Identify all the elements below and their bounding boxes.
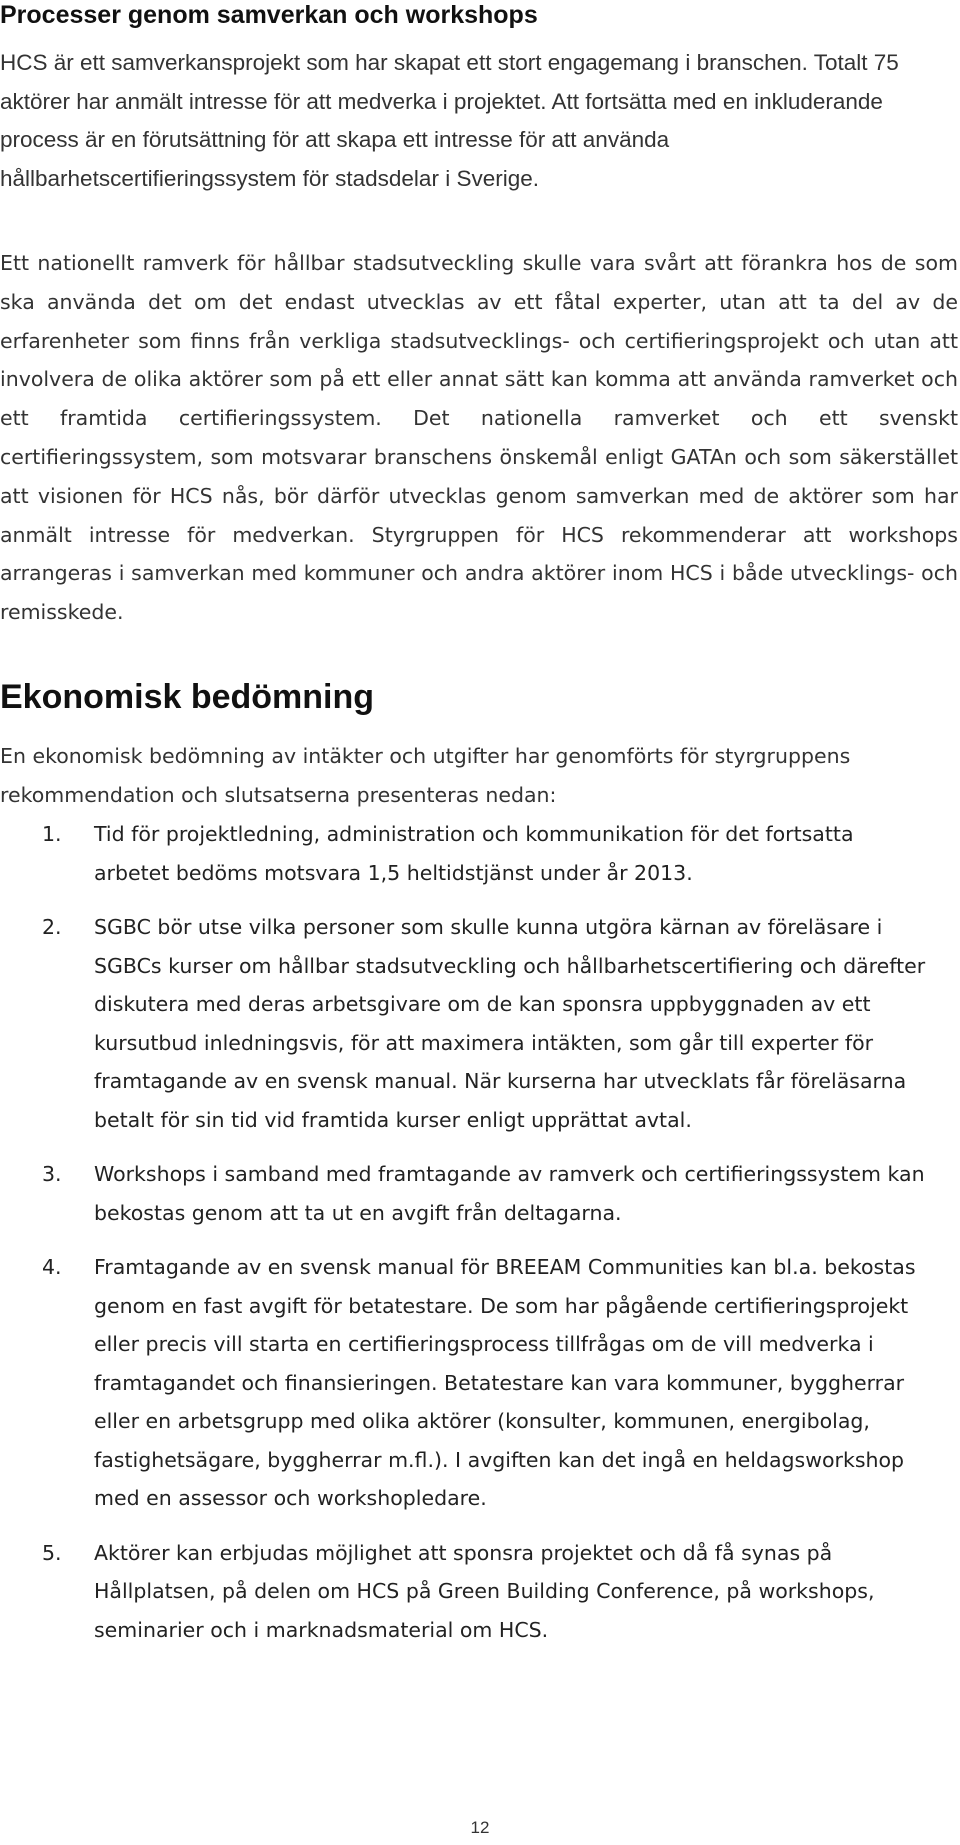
list-item [0,1155,958,1232]
list-item-text: SGBC bör utse vilka personer som skulle kunna utgöra kärnan av föreläsare i SGBCs kurser om hållbar stadsutveckling och hållbarhetscertifiering och därefter diskutera med deras arbetsgivare om de kan sponsra uppbyggnaden av ett kursutbud inledningsvis, för att maximera intäkten, som går till experter för framtagande av en svensk manual. När kurserna har utvecklats får föreläsarna betalt för sin tid vid framtida kurser enligt upprättat avtal. [94,915,926,1132]
list-item-number: 1. [42,822,62,846]
list-item [0,908,958,1139]
list-item-text: Aktörer kan erbjudas möjlighet att sponsra projektet och då få synas på Hållplatsen, på delen om HCS på Green Building Conference, på workshops, seminarier och i marknadsmaterial om HCS. [94,1540,875,1642]
list-item-number: 3. [42,1162,62,1186]
list-item [0,1248,958,1518]
paragraph-ekonomisk-intro: En ekonomisk bedömning av intäkter och utgifter har genomförts för styrgruppens rekommendation och slutsatserna presenteras nedan: [0,744,851,807]
page-number: 12 [470,1818,490,1837]
paragraph-ramverk: Ett nationellt ramverk för hållbar stadsutveckling skulle vara svårt att förankra hos de som ska använda det om det endast utvecklas av ett fåtal experter, utan att ta del av de erfarenheter som finns från verkliga stadsutvecklings- och certifieringsprojekt och utan att involvera de olika aktörer som på ett eller annat sätt kan komma att använda ramverket och ett framtida certifieringssystem. Det nationella ramverket och ett svenskt certifieringssystem, som motsvarar branschens önskemål enligt GATAn och som säkerstället att visionen för HCS nås, bör därför utvecklas genom samverkan med de aktörer som har anmält intresse för medverkan. Styrgruppen för HCS rekommenderar att workshops arrangeras i samverkan med kommuner och andra aktörer inom HCS i både utvecklings- och remisskede. [0,251,958,625]
paragraph-hcs-intro: HCS är ett samverkansprojekt som har skapat ett stort engagemang i branschen. Totalt 75 aktörer har anmält intresse för att medverka i projektet. Att fortsätta med en inkluderande process är en förutsättning för att skapa ett intresse för att använda hållbarhetscertifieringssystem för stadsdelar i Sverige. [0,50,899,191]
section-heading-ekonomisk: Ekonomisk bedömning [0,678,375,716]
list-item-text: Workshops i samband med framtagande av ramverk och certifieringssystem kan bekostas genom att ta ut en avgift från deltagarna. [94,1162,925,1225]
section-heading-processer: Processer genom samverkan och workshops [0,1,538,29]
list-item-text: Framtagande av en svensk manual för BREEAM Communities kan bl.a. bekostas genom en fast avgift för betatestare. De som har pågående certifieringsprojekt eller precis vill starta en certifieringsprocess tillfrågas om de vill medverka i framtagandet och finansieringen. Betatestare kan vara kommuner, byggherrar eller en arbetsgrupp med olika aktörer (konsulter, kommunen, energibolag, fastighetsägare, byggherrar m.fl.). I avgiften kan det ingå en heldagsworkshop med en assessor och workshopledare. [94,1255,916,1510]
list-item-number: 4. [42,1255,62,1279]
list-item-number: 5. [42,1540,62,1565]
recommendation-list [0,815,958,1665]
list-item [0,1534,958,1650]
list-item-text: Tid för projektledning, administration och kommunikation för det fortsatta arbetet bedöms motsvara 1,5 heltidstjänst under år 2013. [94,822,854,885]
list-item-number: 2. [42,915,62,939]
list-item [0,815,958,892]
